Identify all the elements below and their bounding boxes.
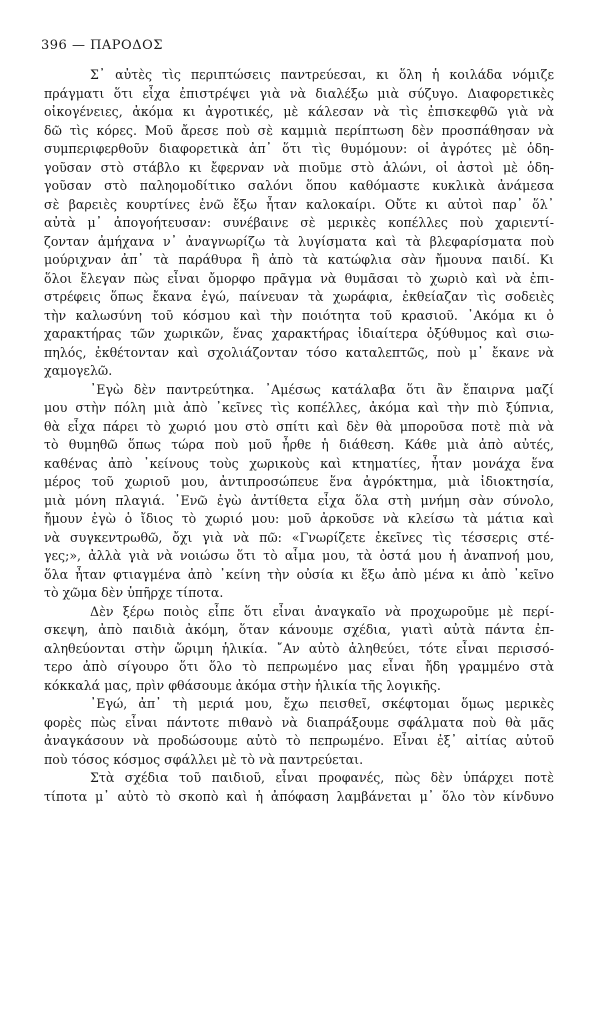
text-line: ὅλοι ἔλεγαν πὼς εἶναι ὄμορφο πρᾶγμα νὰ θυμᾶσαι τὸ χωριὸ καὶ νὰ ἐπι- xyxy=(44,270,554,286)
text-line: ποὺ τόσος κόσμος σφάλλει μὲ τὸ νὰ παντρεύεται. xyxy=(44,751,364,767)
text-line: τὴν καλωσύνη τοῦ κόσμου καὶ τὴν ποιότητα τοῦ κρασιοῦ. ᾽Ακόμα κι ὁ xyxy=(44,307,554,323)
text-line: οἰκογένειες, ἀκόμα κι ἀγροτικές, μὲ κάλεσαν νὰ τὶς ἐπισκεφθῶ γιὰ νὰ xyxy=(44,104,554,119)
text-line: ᾽Εγώ, ἀπ᾽ τὴ μεριά μου, ἔχω πεισθεῖ, σκέφτομαι ὅμως μερικὲς xyxy=(90,696,554,711)
text-line: ἤμουν ἐγὼ ὁ ἴδιος τὸ χωριό μου: μοῦ ἀρκοῦσε νὰ κλείσω τὰ μάτια καὶ xyxy=(44,511,554,526)
text-line: γες;», ἀλλὰ γιὰ νὰ νοιώσω ὅτι τὸ αἷμα μου, τὰ ὀστά μου ἡ ἀναπνοή μου, xyxy=(44,548,554,563)
text-line: Δὲν ξέρω ποιὸς εἶπε ὅτι εἶναι ἀναγκαῖο νὰ προχωροῦμε μὲ περί- xyxy=(90,603,554,619)
text-line: ᾽Εγὼ δὲν παντρεύτηκα. ᾽Αμέσως κατάλαβα ὅτι ἂν ἔπαιρνα μαζί xyxy=(90,381,554,397)
text-line: μου στὴν πόλη μιὰ ἀπὸ ᾽κεῖνες τὶς κοπέλλες, ἀκόμα καὶ τὴν πιὸ ξύπνια, xyxy=(44,400,554,415)
text-line: συμπεριφερθοῦν διαφορετικὰ ἀπ᾽ ὅτι τὶς θυμόμουν: οἱ ἀγρότες μὲ ὁδη- xyxy=(44,141,554,156)
text-line: αὐτὰ μ᾽ ἀπογοήτευσαν: συνέβαινε σὲ μερικὲς κοπέλλες ποὺ χαριεντί- xyxy=(44,215,554,230)
text-line: μιὰ μόνη πλαγιά. ᾽Ενῶ ἐγὼ ἀντίθετα εἶχα ὅλα στὴ μνήμη σὰν σύνολο, xyxy=(44,492,554,508)
text-line: καθένας ἀπὸ ᾽κείνους τοὺς χωρικοὺς καὶ κτηματίες, ἦταν μονάχα ἕνα xyxy=(44,455,554,471)
text-line: χαρακτήρας τῶν χωρικῶν, ἕνας χαρακτήρας ἰδιαίτερα ὀξύθυμος καὶ σιω- xyxy=(44,326,554,341)
text-line: τερο ἀπὸ σίγουρο ὅτι ὅλο τὸ πεπρωμένο μας εἶναι ἤδη γραμμένο στὰ xyxy=(44,659,554,674)
text-line: ὅλα ἦταν φτιαγμένα ἀπὸ ᾽κείνη τὴν οὐσία κι ἔξω ἀπὸ μένα κι ἀπὸ ᾽κεῖνο xyxy=(44,566,554,582)
text-line: θὰ εἶχα πάρει τὸ χωριό μου στὸ σπίτι καὶ δὲν θὰ μποροῦσα ποτὲ πιὰ νὰ xyxy=(44,418,554,434)
text-line: νὰ συγκεντρωθῶ, ὄχι γιὰ νὰ πῶ: «Γνωρίζετε ἐκεῖνες τὶς τέσσερις στέ- xyxy=(44,529,554,545)
text-line: ζονταν ἀμήχανα ν᾽ ἀναγνωρίζω τὰ λυγίσματα καὶ τὰ βλεφαρίσματα ποὺ xyxy=(44,233,554,249)
text-line: φορὲς πὼς εἶναι πάντοτε πιθανὸ νὰ διαπράξουμε σφάλματα ποὺ θὰ μᾶς xyxy=(44,714,554,730)
text-line: μέρος τοῦ χωριοῦ μου, ἀντιπροσώπευε ἕνα ἀγρόκτημα, μιὰ ἰδιοκτησία, xyxy=(44,474,554,489)
text-line: σκεψη, ἀπὸ παιδιὰ ἀκόμη, ὅταν κάνουμε σχέδια, γιατὶ αὐτὰ πάντα ἐπ- xyxy=(44,622,554,637)
text-line: σὲ βαρειὲς κουρτίνες ἐνῶ ἔξω ἦταν καλοκαίρι. Οὔτε κι αὐτοὶ παρ᾽ ὅλ᾽ xyxy=(44,196,554,212)
text-line: γοῦσαν στὸ παληομοδίτικο σαλόνι ὅπου καθόμαστε κυκλικὰ ἀνάμεσα xyxy=(44,178,554,193)
body-text xyxy=(44,66,554,806)
text-line: Σ᾽ αὐτὲς τὶς περιπτώσεις παντρεύεσαι, κι ὅλη ἡ κοιλάδα νόμιζε xyxy=(90,67,554,82)
text-line: μούριχναν ἀπ᾽ τὰ παράθυρα ἢ ἀπὸ τὰ κατώφλια σὰν ἤμουνα παιδί. Κι xyxy=(44,252,554,267)
text-line: αληθεύονται στὴν ὥριμη ἡλικία. ῎Αν αὐτὸ ἀληθεύει, τότε εἶναι περισσό- xyxy=(44,640,554,656)
text-line: στρέφεις ὅπως ἔκανα ἐγώ, παίνευαν τὰ χωράφια, ἐκθείαζαν τὶς σοδειὲς xyxy=(44,289,554,304)
text-line: πράγματι ὅτι εἶχα ἐπιστρέψει γιὰ νὰ διαλέξω μιὰ σύζυγο. Διαφορετικὲς xyxy=(44,85,554,101)
running-head: 396 — ΠΑΡΟΔΟΣ xyxy=(41,38,163,53)
text-line: κόκκαλά μας, πρὶν φθάσουμε ἀκόμα στὴν ἡλικία τῆς λογικῆς. xyxy=(44,677,441,693)
text-line: ἀναγκάσουν νὰ προδώσουμε αὐτὸ τὸ πεπρωμένο. Εἶναι ἐξ᾽ αἰτίας αὐτοῦ xyxy=(44,733,554,748)
text-line: γοῦσαν στὸ στάβλο κι ἔφερναν νὰ πιοῦμε στὸ ἁλώνι, οἱ ἀστοὶ μὲ ὁδη- xyxy=(44,159,554,175)
text-line: πηλός, ἐκθέτονταν καὶ σχολιάζονταν τόσο καταλεπτῶς, ποὺ μ᾽ ἔκανε νὰ xyxy=(44,344,554,360)
text-line: χαμογελῶ. xyxy=(44,363,113,378)
text-line: Στὰ σχέδια τοῦ παιδιοῦ, εἶναι προφανές, πὼς δὲν ὑπάρχει ποτὲ xyxy=(90,770,554,785)
text-line: τὸ θυμηθῶ ὅπως τώρα ποὺ μοῦ ἦρθε ἡ διάθεση. Κάθε μιὰ ἀπὸ αὐτές, xyxy=(44,437,554,452)
text-line: τὸ χῶμα δὲν ὑπῆρχε τίποτα. xyxy=(44,585,224,600)
text-line: δῶ τὶς κόρες. Μοῦ ἄρεσε ποὺ σὲ καμμιὰ περίπτωση δὲν προσπάθησαν νὰ xyxy=(44,122,554,138)
text-line: τίποτα μ᾽ αὐτὸ τὸ σκοπὸ καὶ ἡ ἀπόφαση λαμβάνεται μ᾽ ὅλο τὸν κίνδυνο xyxy=(44,788,554,804)
